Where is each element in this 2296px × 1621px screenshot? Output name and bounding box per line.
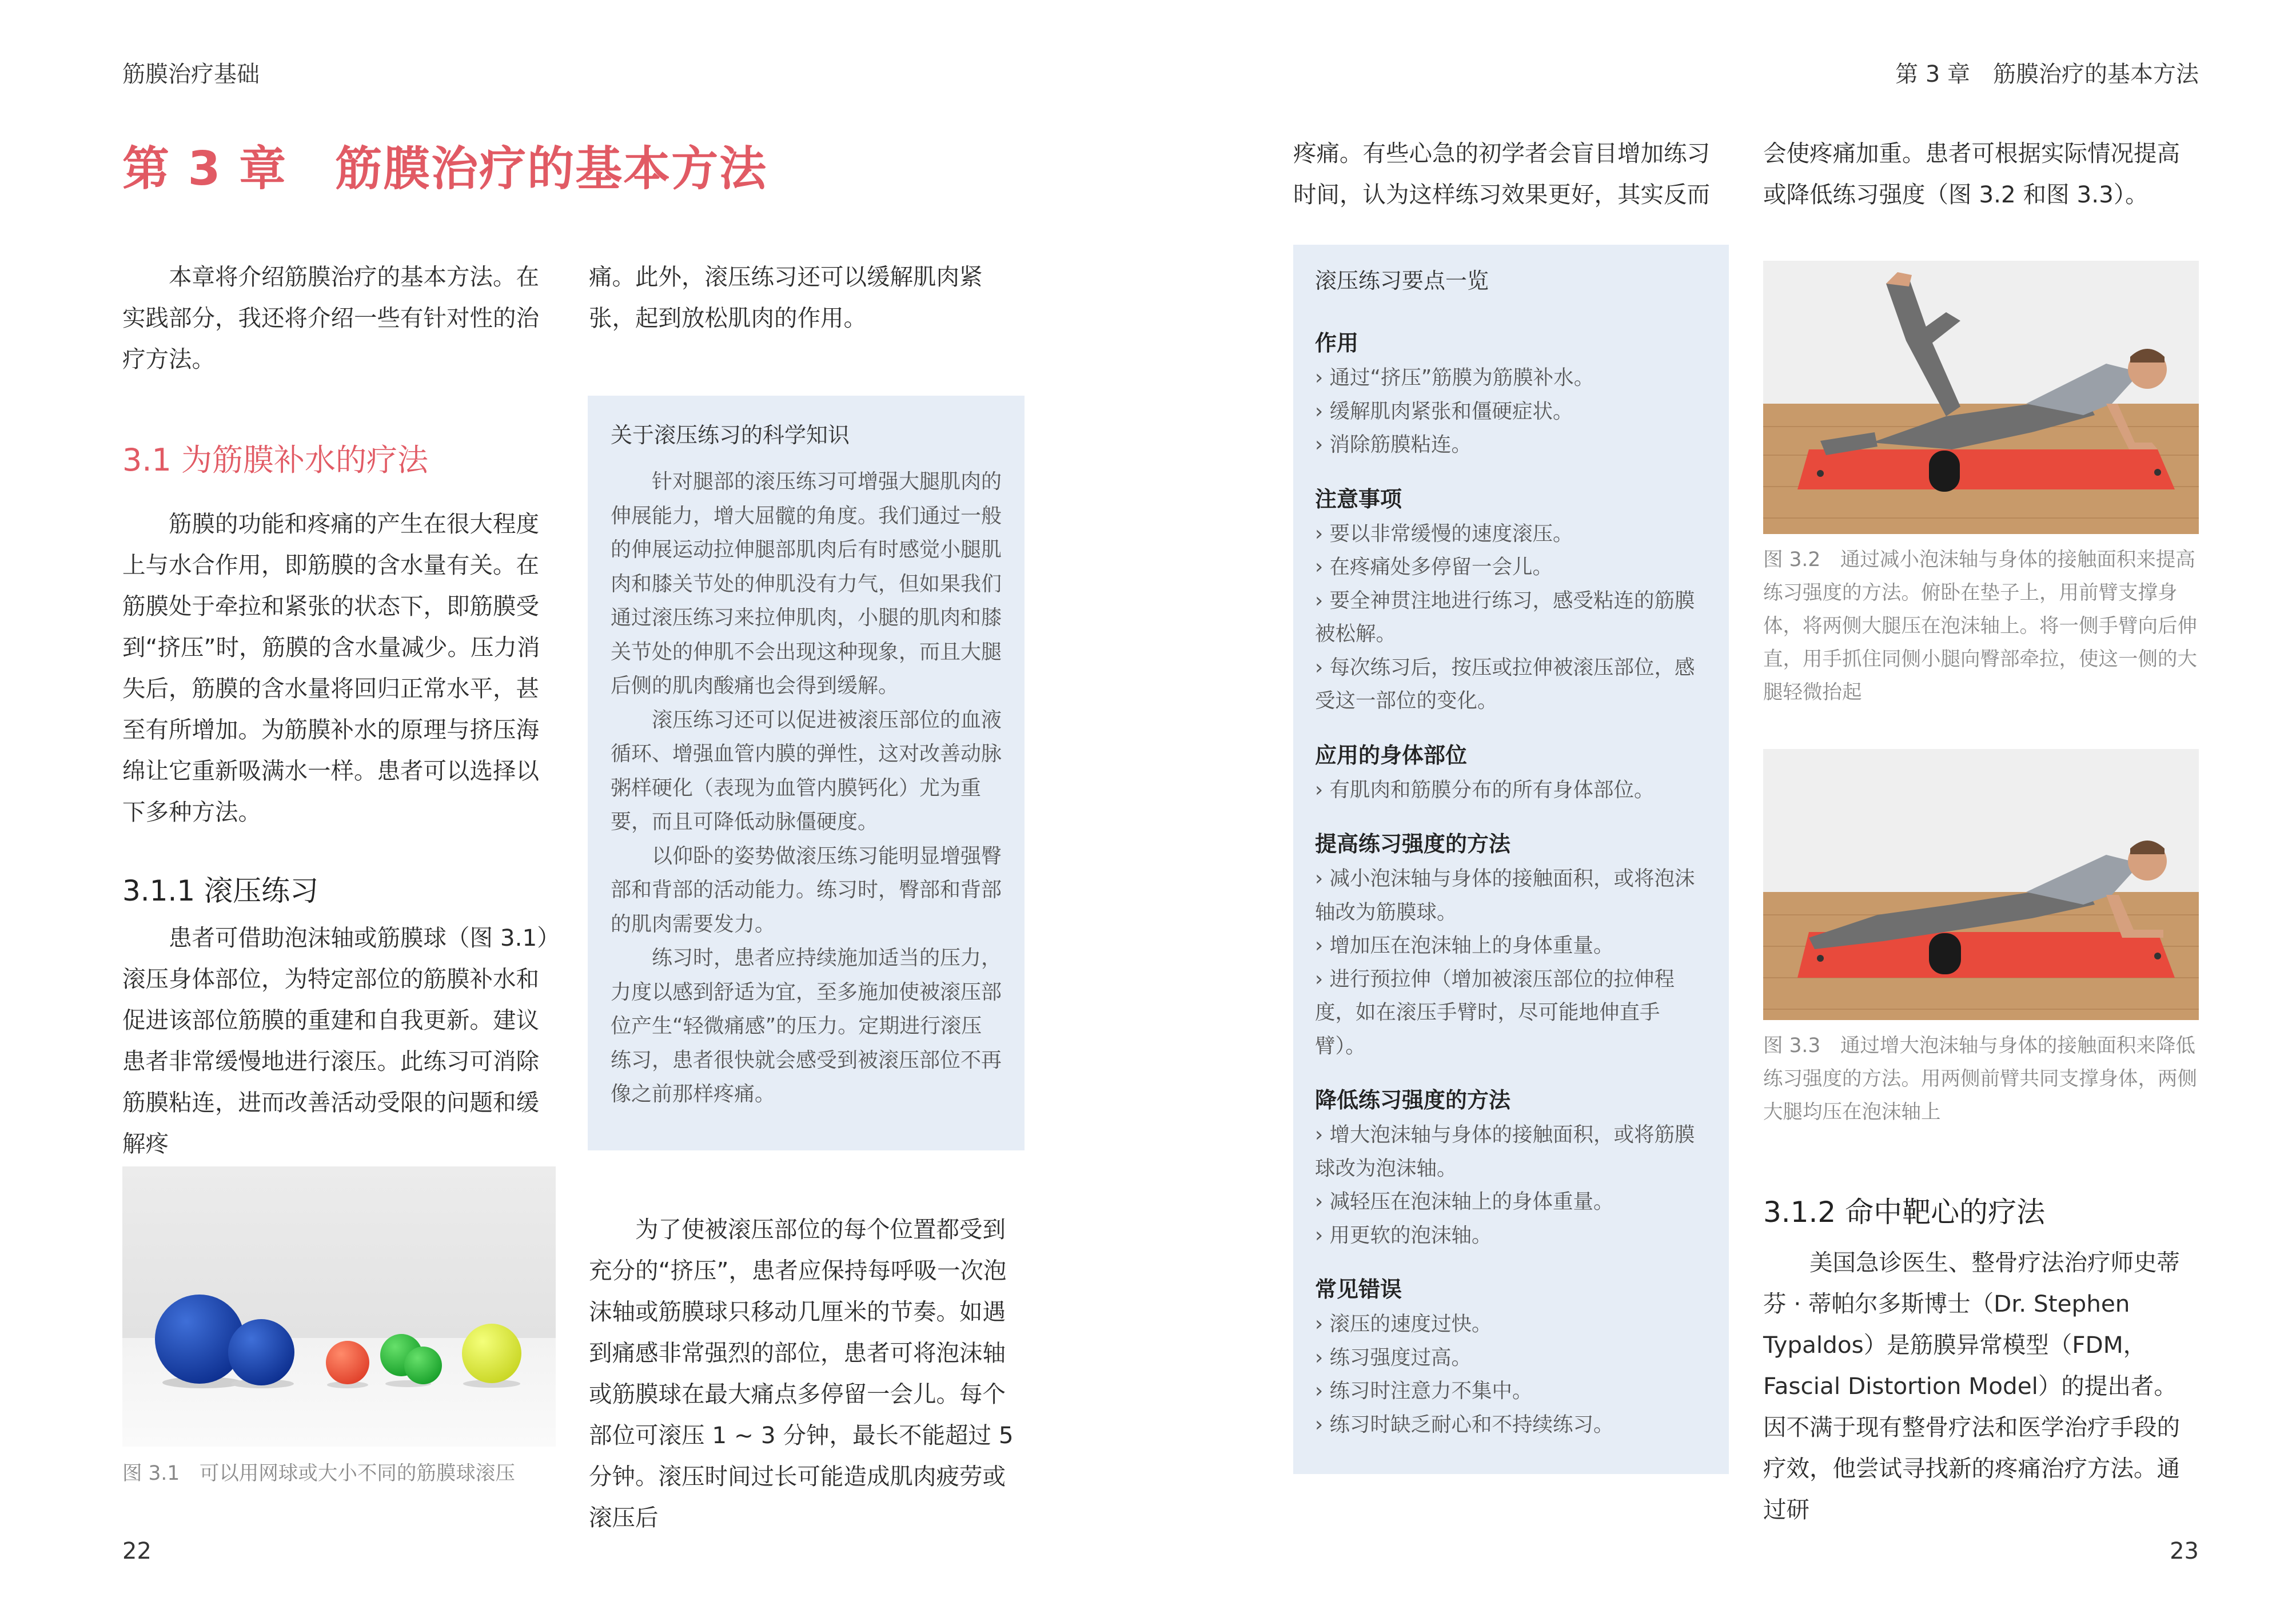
tips-item: › 进行预拉伸（增加被滚压部位的拉伸程度，如在滚压手臂时，尽可能地伸直手臂）。: [1315, 963, 1708, 1064]
figure-3-3-photo: [1763, 749, 2199, 1020]
tips-list: [1315, 1308, 1708, 1441]
tips-section-heading: 注意事项: [1315, 486, 1402, 512]
rolling-paragraph: 为了使被滚压部位的每个位置都受到充分的“挤压”，患者应保持每呼吸一次泡沫轴或筋膜球只移动几厘米的节奏。如遇到痛感非常强烈的部位，患者可将泡沫轴或筋膜球在最大痛点多停留一会儿。每个部位可滚压 1 ~ 3 分钟，最长不能超过 5 分钟。滚压时间过长可能造成肌肉疲劳或滚压后: [589, 1216, 1014, 1531]
balls-photo-illustration: [122, 1166, 556, 1447]
science-paragraph: 以仰卧的姿势做滚压练习能明显增强臀部和背部的活动能力。练习时，臀部和背部的肌肉需要发力。: [611, 844, 1002, 936]
tips-item: › 用更软的泡沫轴。: [1315, 1219, 1708, 1253]
figure-3-1-photo: [122, 1166, 556, 1447]
tips-item: › 增加压在泡沫轴上的身体重量。: [1315, 929, 1708, 963]
tips-section-heading: 常见错误: [1315, 1277, 1402, 1302]
tips-item: › 每次练习后，按压或拉伸被滚压部位，感受这一部位的变化。: [1315, 651, 1708, 718]
tips-item: › 练习时缺乏耐心和不持续练习。: [1315, 1408, 1708, 1442]
section-3-1-1-title: 3.1.1 滚压练习: [122, 874, 319, 907]
tips-section-heading: 应用的身体部位: [1315, 742, 1468, 768]
section-3-1-title: 3.1 为筋膜补水的疗法: [122, 442, 429, 478]
tips-list: [1315, 361, 1708, 462]
tips-item: › 减小泡沫轴与身体的接触面积，或将泡沫轴改为筋膜球。: [1315, 862, 1708, 929]
tips-section-heading: 降低练习强度的方法: [1315, 1088, 1511, 1113]
running-head-left: 筋膜治疗基础: [122, 61, 260, 87]
science-paragraph: 滚压练习还可以促进被滚压部位的血液循环、增强血管内膜的弹性，这对改善动脉粥样硬化（表现为血管内膜钙化）尤为重要，而且可降低动脉僵硬度。: [611, 708, 1002, 834]
continuation-paragraph: 会使疼痛加重。患者可根据实际情况提高或降低练习强度（图 3.2 和图 3.3）。: [1763, 140, 2180, 208]
tips-list: [1315, 774, 1708, 807]
section-3-1-text: [122, 503, 557, 833]
tips-section-heading: 提高练习强度的方法: [1315, 831, 1511, 857]
tips-item: › 消除筋膜粘连。: [1315, 428, 1708, 462]
section-3-1-2-title: 3.1.2 命中靶心的疗法: [1763, 1196, 2046, 1229]
section-3-1-2-paragraph: 美国急诊医生、整骨疗法治疗师史蒂芬 · 蒂帕尔多斯博士（Dr. Stephen Typaldos）是筋膜异常模型（FDM，Fascial Distortion Model）的提出者。因不满于现有整骨疗法和医学治疗手段的疗效，他尝试寻找新的疼痛治疗方法。通过研: [1763, 1249, 2180, 1523]
figure-3-2-caption: 图 3.2 通过减小泡沫轴与身体的接触面积来提高练习强度的方法。俯卧在垫子上，用前臂支撑身体，将两侧大腿压在泡沫轴上。将一侧手臂向后伸直，用手抓住同侧小腿向臀部牵拉，使这一侧的大腿轻微抬起: [1763, 548, 2197, 704]
science-box-title: 关于滚压练习的科学知识: [611, 423, 850, 448]
tips-item: › 在疼痛处多停留一会儿。: [1315, 551, 1708, 584]
tips-item: › 要以非常缓慢的速度滚压。: [1315, 517, 1708, 551]
exercise-photo-plank: [1763, 749, 2199, 1020]
tips-item: › 要全神贯注地进行练习，感受粘连的筋膜被松解。: [1315, 584, 1708, 651]
page-number-left: 22: [122, 1538, 152, 1564]
science-paragraph: 练习时，患者应持续施加适当的压力，力度以感到舒适为宜，至多施加使被滚压部位产生“轻微痛感”的压力。定期进行滚压练习，患者很快就会感受到被滚压部位不再像之前那样疼痛。: [611, 946, 1002, 1106]
top-text-column-2: [1763, 133, 2198, 215]
science-box-body: [611, 465, 1002, 1112]
figure-3-2-photo: [1763, 261, 2199, 534]
tips-list: [1315, 862, 1708, 1063]
running-head-right: 第 3 章 筋膜治疗的基本方法: [1895, 61, 2199, 87]
science-paragraph: 针对腿部的滚压练习可增强大腿肌肉的伸展能力，增大屈髋的角度。我们通过一般的伸展运动拉伸腿部肌肉后有时感觉小腿肌肉和膝关节处的伸肌没有力气，但如果我们通过滚压练习来拉伸肌肉，小腿的肌肉和膝关节处的伸肌不会出现这种现象，而且大腿后侧的肌肉酸痛也会得到缓解。: [611, 470, 1002, 698]
tips-box-title: 滚压练习要点一览: [1315, 268, 1489, 293]
tips-list: [1315, 517, 1708, 718]
tips-item: › 有肌肉和筋膜分布的所有身体部位。: [1315, 774, 1708, 807]
figure-3-1-caption: 图 3.1 可以用网球或大小不同的筋膜球滚压: [122, 1462, 515, 1485]
intro-paragraph: 本章将介绍筋膜治疗的基本方法。在实践部分，我还将介绍一些有针对性的治疗方法。: [122, 263, 539, 373]
tips-item: › 练习强度过高。: [1315, 1341, 1708, 1375]
section-3-1-1-paragraph: 患者可借助泡沫轴或筋膜球（图 3.1）滚压身体部位，为特定部位的筋膜补水和促进该部位筋膜的重建和自我更新。建议患者非常缓慢地进行滚压。此练习可消除筋膜粘连，进而改善活动受限的问题和缓解疼: [122, 924, 549, 1157]
rolling-text: [589, 1209, 1023, 1538]
page-number-right: 23: [2170, 1538, 2199, 1564]
figure-3-3-caption: 图 3.3 通过增大泡沫轴与身体的接触面积来降低练习强度的方法。用两侧前臂共同支撑身体，两侧大腿均压在泡沫轴上: [1763, 1034, 2197, 1124]
tips-box: [1293, 245, 1729, 1474]
chapter-title: 第 3 章 筋膜治疗的基本方法: [122, 142, 768, 196]
intro-column-2: [589, 256, 1023, 338]
exercise-photo-single-leg: [1763, 261, 2199, 534]
tips-item: › 通过“挤压”筋膜为筋膜补水。: [1315, 361, 1708, 395]
tips-section-heading: 作用: [1315, 330, 1359, 356]
tips-list: [1315, 1118, 1708, 1252]
tips-item: › 滚压的速度过快。: [1315, 1308, 1708, 1341]
tips-item: › 练习时注意力不集中。: [1315, 1375, 1708, 1408]
section-3-1-paragraph: 筋膜的功能和疼痛的产生在很大程度上与水合作用，即筋膜的含水量有关。在筋膜处于牵拉和紧张的状态下，即筋膜受到“挤压”时，筋膜的含水量减少。压力消失后，筋膜的含水量将回归正常水平，甚至有所增加。为筋膜补水的原理与挤压海绵让它重新吸满水一样。患者可以选择以下多种方法。: [122, 510, 540, 826]
intro-continuation: 痛。此外，滚压练习还可以缓解肌肉紧张，起到放松肌肉的作用。: [589, 263, 983, 332]
science-box: [588, 396, 1025, 1150]
top-text-column-1: [1293, 133, 1728, 215]
section-3-1-1-text: [122, 917, 557, 1164]
tips-item: › 减轻压在泡沫轴上的身体重量。: [1315, 1185, 1708, 1219]
continuation-paragraph: 疼痛。有些心急的初学者会盲目增加练习时间，认为这样练习效果更好，其实反而: [1293, 140, 1710, 208]
tips-item: › 增大泡沫轴与身体的接触面积，或将筋膜球改为泡沫轴。: [1315, 1118, 1708, 1185]
section-3-1-2-text: [1763, 1242, 2199, 1530]
intro-column-1: [122, 256, 557, 380]
tips-item: › 缓解肌肉紧张和僵硬症状。: [1315, 395, 1708, 429]
